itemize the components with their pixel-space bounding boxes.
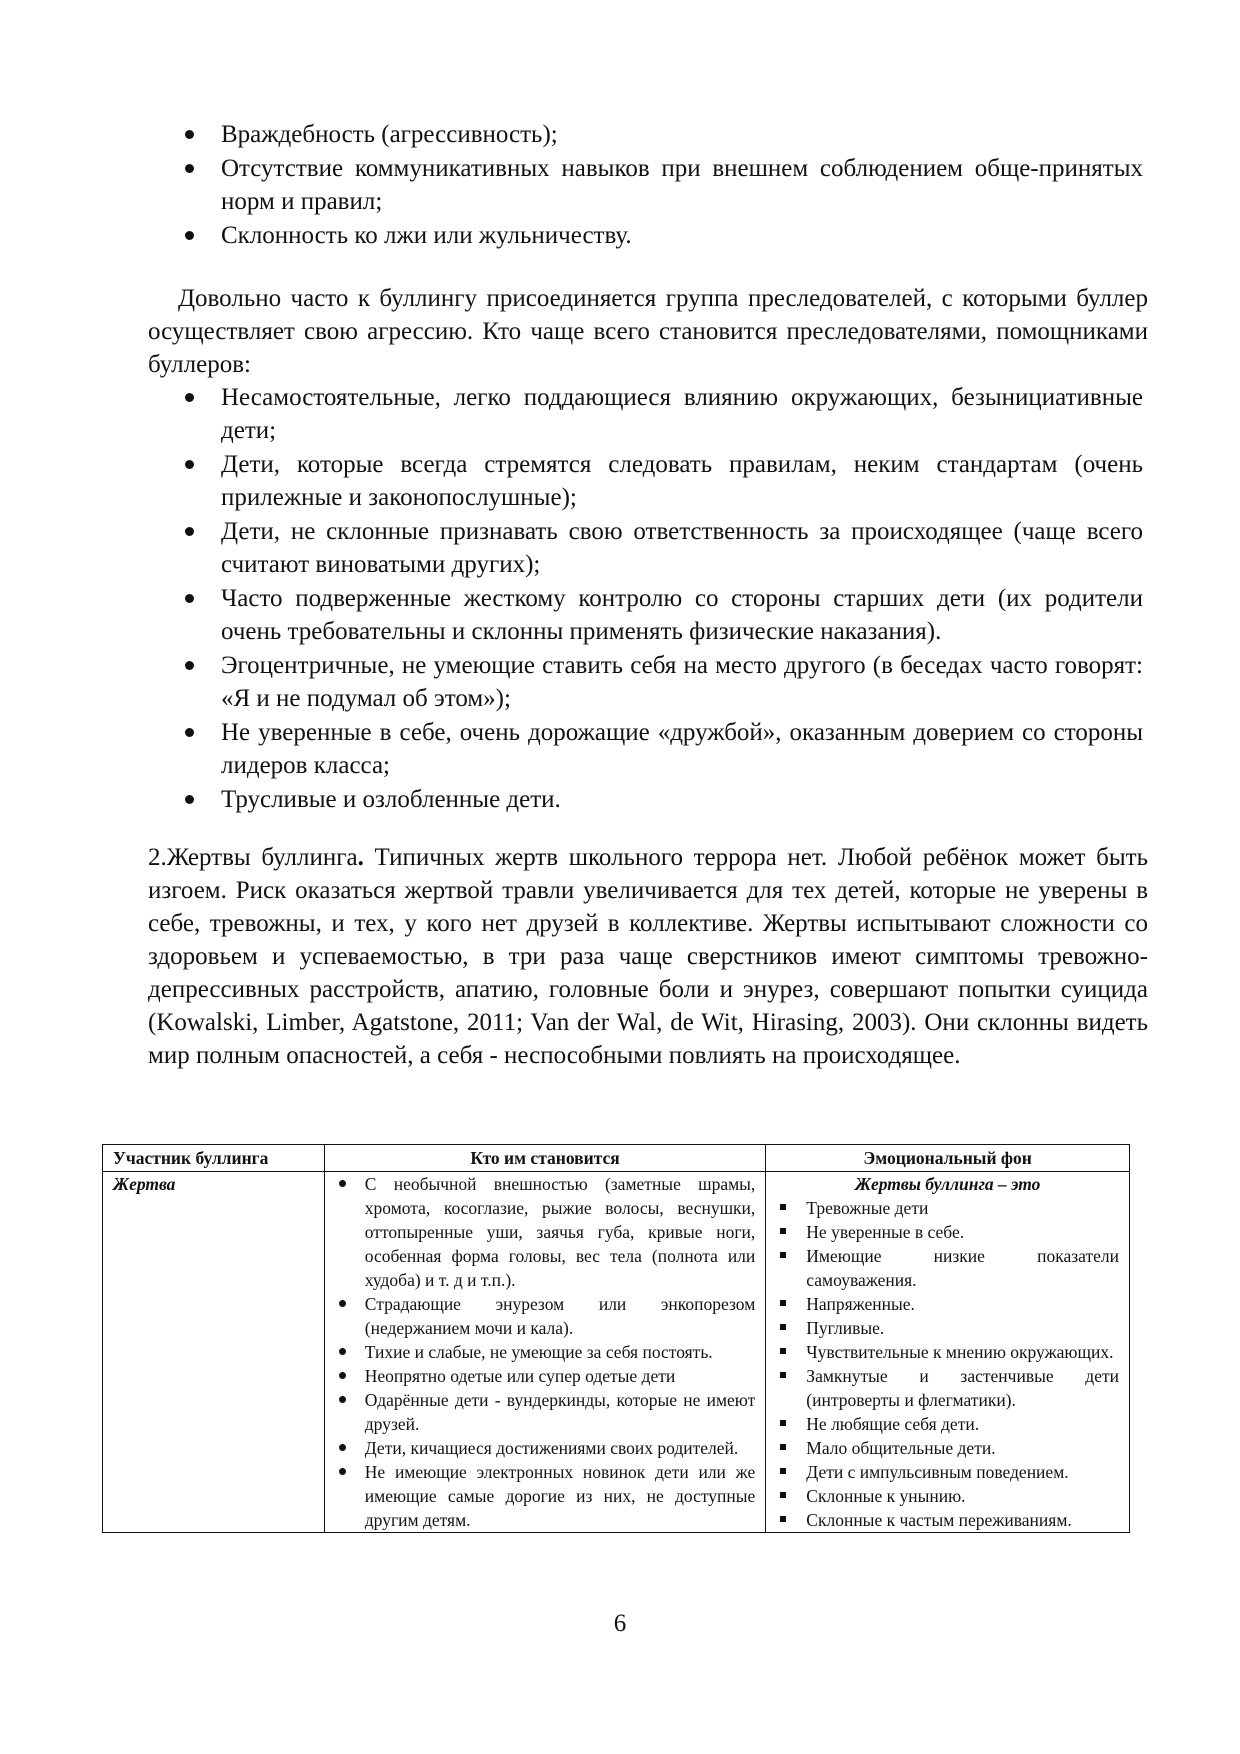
bullet-icon	[185, 594, 194, 603]
emotional-title: Жертвы буллинга – это	[854, 1174, 1041, 1194]
list-item: Дети, кичащиеся достижениями своих родителей.	[335, 1436, 756, 1460]
header-emotional: Эмоциональный фон	[766, 1145, 1130, 1172]
list-item: С необычной внешностью (заметные шрамы, хромота, косоглазие, рыжие волосы, веснушки, оттопыренные уши, заячья губа, кривые ноги, особенная форма головы, вес тела (полнота или худоба) и т. д и т.п.).	[335, 1172, 756, 1292]
square-bullet-icon	[780, 1468, 786, 1474]
bullet-icon	[185, 393, 194, 402]
list-item: Пугливые.	[776, 1316, 1119, 1340]
header-who: Кто им становится	[324, 1145, 766, 1172]
list-item: Дети, не склонные признавать свою ответственность за происходящее (чаще всего считают виноватыми других);	[185, 515, 1143, 581]
paragraph-victims	[148, 841, 1148, 1072]
page-number: 6	[613, 1610, 627, 1637]
bullet-icon	[339, 1444, 346, 1451]
list-item: Чувствительные к мнению окружающих.	[776, 1340, 1119, 1364]
who-list	[335, 1172, 756, 1532]
list-item: Неопрятно одетые или супер одетые дети	[335, 1364, 756, 1388]
bullet-icon	[185, 460, 194, 469]
list-item: Трусливые и озлобленные дети.	[185, 783, 1143, 816]
list-item: Дети с импульсивным поведением.	[776, 1460, 1119, 1484]
square-bullet-icon	[780, 1444, 786, 1450]
square-bullet-icon	[780, 1420, 786, 1426]
bullet-icon	[185, 130, 194, 139]
bullet-icon	[339, 1372, 346, 1379]
paragraph-followers: Довольно часто к буллингу присоединяется группа преследователей, с которыми буллер осуществляет свою агрессию. Кто чаще всего становится преследователями, помощниками буллеров:	[148, 285, 1148, 378]
list-item: Дети, которые всегда стремятся следовать правилам, неким стандартам (очень прилежные и законопослушные);	[185, 448, 1143, 514]
bullet-icon	[185, 527, 194, 536]
bullet-icon	[185, 795, 194, 804]
victims-heading-dot: .	[357, 844, 364, 871]
square-bullet-icon	[780, 1228, 786, 1234]
list-item: Одарённые дети - вундеркинды, которые не имеют друзей.	[335, 1388, 756, 1436]
list-item: Враждебность (агрессивность);	[185, 118, 1143, 151]
square-bullet-icon	[780, 1204, 786, 1210]
header-participant: Участник буллинга	[103, 1145, 325, 1172]
list-item: Склонные к унынию.	[776, 1484, 1119, 1508]
bullet-icon	[185, 231, 194, 240]
page-content	[148, 118, 1148, 1072]
list-item: Не любящие себя дети.	[776, 1412, 1119, 1436]
square-bullet-icon	[780, 1348, 786, 1354]
list-item: Несамостоятельные, легко поддающиеся влиянию окружающих, безынициативные дети;	[185, 381, 1143, 447]
list-item: Склонные к частым переживаниям.	[776, 1508, 1119, 1532]
list-item: Отсутствие коммуникативных навыков при внешнем соблюдением обще-принятых норм и правил;	[185, 152, 1143, 218]
bullet-icon	[339, 1396, 346, 1403]
list-item: Тревожные дети	[776, 1196, 1119, 1220]
bullying-table	[102, 1144, 1130, 1533]
bullet-icon	[339, 1468, 346, 1475]
table-row	[103, 1172, 1130, 1533]
followers-list	[185, 381, 1143, 816]
bullet-icon	[185, 661, 194, 670]
list-item: Часто подверженные жесткому контролю со стороны старших дети (их родители очень требовательны и склонны применять физические наказания).	[185, 582, 1143, 648]
square-bullet-icon	[780, 1300, 786, 1306]
cell-emotional	[766, 1172, 1130, 1533]
list-item: Замкнутые и застенчивые дети (интроверты и флегматики).	[776, 1364, 1119, 1412]
square-bullet-icon	[780, 1372, 786, 1378]
bullet-icon	[339, 1180, 346, 1187]
list-item: Эгоцентричные, не умеющие ставить себя на место другого (в беседах часто говорят: «Я и не подумал об этом»);	[185, 649, 1143, 715]
list-item: Напряженные.	[776, 1292, 1119, 1316]
square-bullet-icon	[780, 1252, 786, 1258]
emotional-list	[776, 1196, 1119, 1532]
table-header-row	[103, 1145, 1130, 1172]
bullet-icon	[339, 1348, 346, 1355]
cell-who	[324, 1172, 766, 1533]
list-item: Склонность ко лжи или жульничеству.	[185, 219, 1143, 252]
bullet-icon	[185, 164, 194, 173]
list-item: Не имеющие электронных новинок дети или же имеющие самые дорогие из них, не доступные другим детям.	[335, 1460, 756, 1532]
victims-body: Типичных жертв школьного террора нет. Любой ребёнок может быть изгоем. Риск оказаться жертвой травли увеличивается для тех детей, которые не уверены в себе, тревожны, и тех, у кого нет друзей в коллективе. Жертвы испытывают сложности со здоровьем и успеваемостью, в три раза чаще сверстников имеют симптомы тревожно-депрессивных расстройств, апатию, головные боли и энурез, совершают попытки суицида (Kowalski, Limber, Agatstone, 2011; Van der Wal, de Wit, Hirasing, 2003). Они склонны видеть мир полным опасностей, а себя - неспособными повлиять на происходящее.	[148, 844, 1148, 1069]
bullet-icon	[185, 728, 194, 737]
victims-heading: 2.Жертвы буллинга	[148, 844, 358, 871]
bullet-icon	[339, 1300, 346, 1307]
square-bullet-icon	[780, 1492, 786, 1498]
cell-participant: Жертва	[103, 1172, 325, 1533]
list-item: Мало общительные дети.	[776, 1436, 1119, 1460]
list-item: Тихие и слабые, не умеющие за себя постоять.	[335, 1340, 756, 1364]
list-item: Страдающие энурезом или энкопорезом (недержанием мочи и кала).	[335, 1292, 756, 1340]
traits-list	[185, 118, 1143, 252]
square-bullet-icon	[780, 1516, 786, 1522]
square-bullet-icon	[780, 1324, 786, 1330]
list-item: Не уверенные в себе.	[776, 1220, 1119, 1244]
list-item: Имеющие низкие показатели самоуважения.	[776, 1244, 1119, 1292]
list-item: Не уверенные в себе, очень дорожащие «дружбой», оказанным доверием со стороны лидеров класса;	[185, 716, 1143, 782]
